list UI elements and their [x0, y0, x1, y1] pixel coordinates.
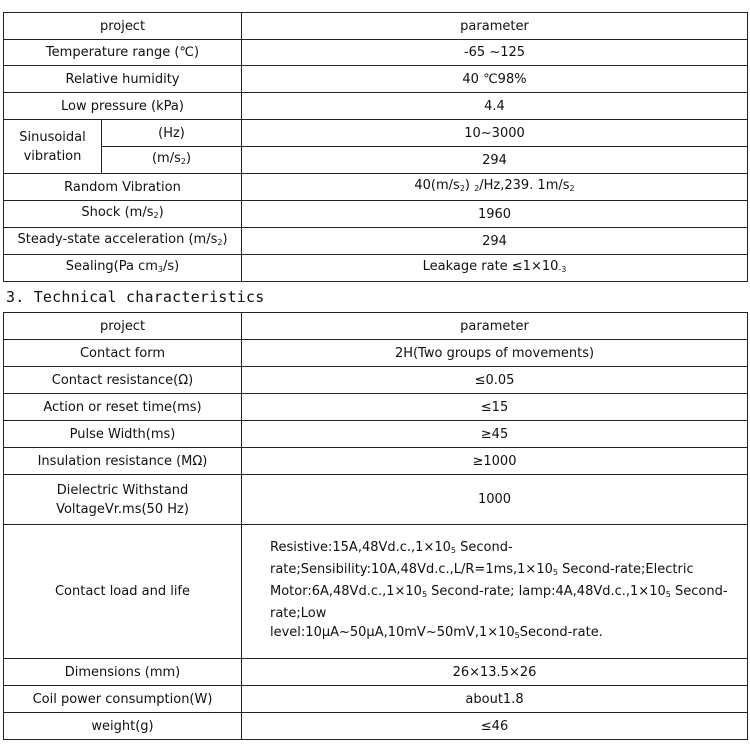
row-parameter: 294	[242, 147, 748, 174]
sinusoidal-unit-hz: (Hz)	[102, 120, 242, 147]
row-project: Temperature range (℃)	[4, 40, 242, 66]
table-row	[4, 201, 748, 228]
row-parameter: 294	[242, 228, 748, 255]
row-parameter: 1960	[242, 201, 748, 228]
cl-c1: Motor:6A,48Vd.c.,1×10	[270, 584, 422, 599]
cl-b2: Second-rate;Electric	[557, 562, 694, 577]
dielectric-line2: VoltageVr.ms(50 Hz)	[56, 501, 189, 517]
row-parameter: ≤0.05	[242, 367, 748, 394]
row-parameter: 10~3000	[242, 120, 748, 147]
sinusoidal-label-line2: vibration	[23, 148, 82, 164]
steady-text: Steady-state acceleration (m/s	[17, 232, 218, 247]
cl-c1-sub: 5	[421, 590, 428, 599]
cl-a1-sub: 5	[450, 546, 456, 555]
header-project: project	[4, 13, 242, 40]
table-row	[4, 367, 748, 394]
sealing-param-sub: -3	[558, 265, 567, 274]
sinusoidal-label	[4, 120, 102, 174]
row-project: Pulse Width(ms)	[4, 421, 242, 448]
cl-c3: Second-rate;Low	[270, 584, 728, 621]
header-project: project	[4, 313, 242, 340]
rv-text-3: /Hz,239. 1m/s	[479, 178, 570, 193]
row-project	[4, 475, 242, 525]
sealing-end: /s)	[163, 259, 180, 274]
rv-sub-2: 2	[474, 184, 480, 193]
table-row	[4, 228, 748, 255]
table-row	[4, 713, 748, 740]
table-row	[4, 40, 748, 66]
section-heading: 3. Technical characteristics	[6, 288, 265, 306]
row-project: Dimensions (mm)	[4, 659, 242, 686]
unit-text: (m/s	[151, 151, 181, 166]
row-project: Contact resistance(Ω)	[4, 367, 242, 394]
row-project: Relative humidity	[4, 66, 242, 93]
table-header-row	[4, 313, 748, 340]
shock-sub: 2	[153, 211, 159, 220]
table-row	[4, 659, 748, 686]
contact-load-parameter	[242, 525, 748, 659]
row-parameter: -65 ~125	[242, 40, 748, 66]
header-parameter: parameter	[242, 13, 748, 40]
steady-sub: 2	[217, 238, 223, 247]
row-parameter: 26×13.5×26	[242, 659, 748, 686]
row-parameter: ≥1000	[242, 448, 748, 475]
table-row	[4, 525, 748, 659]
row-project: Contact load and life	[4, 525, 242, 659]
cl-c2-sub: 5	[665, 590, 671, 599]
cl-c2: Second-rate; lamp:4A,48Vd.c.,1×10	[427, 584, 666, 599]
rv-sub-1: 2	[459, 184, 465, 193]
table-row	[4, 255, 748, 282]
table-row	[4, 448, 748, 475]
row-project	[4, 201, 242, 228]
table-row	[4, 66, 748, 93]
rv-text-1: 40(m/s	[414, 178, 460, 193]
cl-a2: Second-	[455, 540, 513, 555]
table-row	[4, 421, 748, 448]
rv-text-2: )	[464, 178, 470, 193]
unit-end: )	[185, 151, 192, 166]
cl-b1: rate;Sensibility:10A,48Vd.c.,L/R=1ms,1×10	[270, 562, 553, 577]
unit-subscript: 2	[180, 157, 186, 166]
row-parameter: 2H(Two groups of movements)	[242, 340, 748, 367]
cl-b1-sub: 5	[552, 568, 558, 577]
table-row	[4, 147, 748, 174]
row-parameter: 1000	[242, 475, 748, 525]
rv-sub-3: 2	[569, 184, 575, 193]
row-project	[4, 255, 242, 282]
table-row	[4, 686, 748, 713]
sinusoidal-label-line1: Sinusoidal	[19, 129, 86, 145]
row-project: Random Vibration	[4, 174, 242, 201]
row-parameter: ≤15	[242, 394, 748, 421]
cl-d1: level:10μA~50μA,10mV~50mV,1×10	[270, 625, 515, 640]
row-parameter: ≥45	[242, 421, 748, 448]
row-parameter: 40 ℃98%	[242, 66, 748, 93]
table-row	[4, 340, 748, 367]
row-project: Low pressure (kPa)	[4, 93, 242, 120]
table-row	[4, 475, 748, 525]
cl-d1-sub: 5	[514, 631, 520, 640]
table-row	[4, 174, 748, 201]
row-parameter: 4.4	[242, 93, 748, 120]
environment-table	[3, 12, 748, 282]
table-row	[4, 93, 748, 120]
cl-d2: Second-rate.	[519, 625, 603, 640]
row-project: Contact form	[4, 340, 242, 367]
dielectric-line1: Dielectric Withstand	[56, 482, 189, 498]
row-project: Coil power consumption(W)	[4, 686, 242, 713]
technical-table	[3, 312, 748, 740]
table-row	[4, 394, 748, 421]
row-project: weight(g)	[4, 713, 242, 740]
steady-end: )	[222, 232, 228, 247]
sealing-param: Leakage rate ≤1×10	[422, 259, 559, 274]
table-header-row	[4, 13, 748, 40]
header-parameter: parameter	[242, 313, 748, 340]
row-project	[4, 228, 242, 255]
table-row	[4, 120, 748, 147]
shock-end: )	[158, 205, 164, 220]
row-project: Action or reset time(ms)	[4, 394, 242, 421]
row-parameter	[242, 255, 748, 282]
row-parameter: about1.8	[242, 686, 748, 713]
sinusoidal-unit-accel	[102, 147, 242, 174]
shock-text: Shock (m/s	[81, 205, 154, 220]
row-project: Insulation resistance (MΩ)	[4, 448, 242, 475]
cl-a1: Resistive:15A,48Vd.c.,1×10	[270, 540, 451, 555]
sealing-text: Sealing(Pa cm	[65, 259, 158, 274]
row-parameter	[242, 174, 748, 201]
sealing-sub: 3	[157, 265, 164, 274]
row-parameter: ≤46	[242, 713, 748, 740]
